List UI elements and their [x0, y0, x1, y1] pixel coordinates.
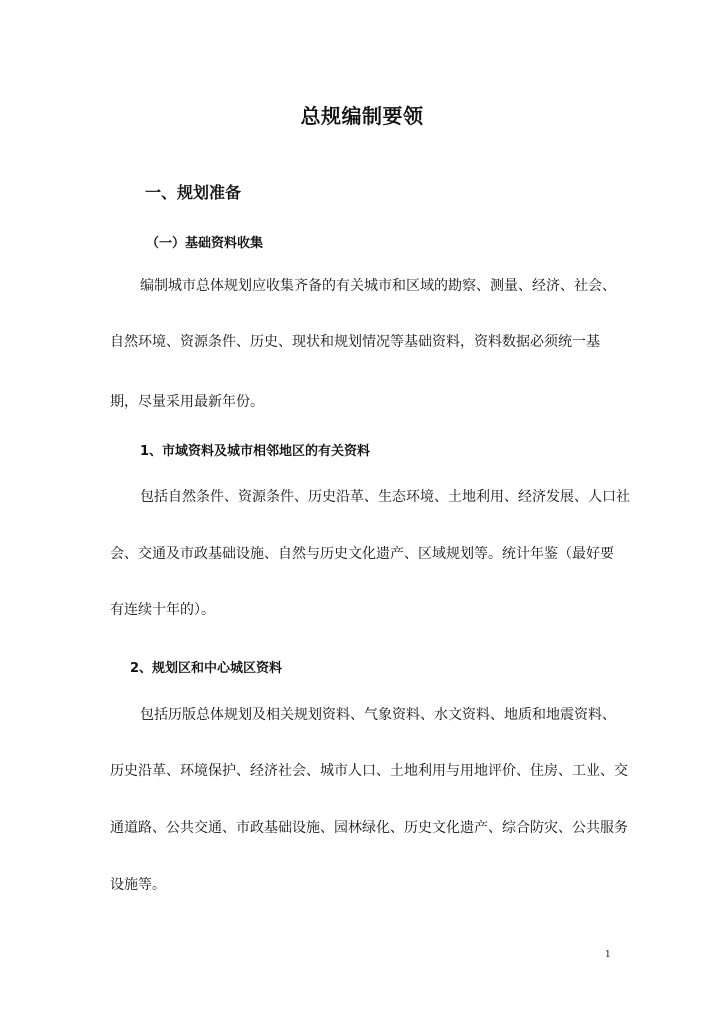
- paragraph-line: 包括自然条件、资源条件、历史沿革、生态环境、土地利用、经济发展、人口社: [140, 489, 630, 505]
- paragraph-line: 通道路、公共交通、市政基础设施、园林绿化、历史文化遗产、综合防灾、公共服务: [110, 820, 628, 836]
- paragraph-line: 有连续十年的）。: [110, 602, 215, 618]
- paragraph-line: 编制城市总体规划应收集齐备的有关城市和区域的勘察、测量、经济、社会、: [140, 278, 616, 294]
- paragraph-line: 会、交通及市政基础设施、自然与历史文化遗产、区域规划等。统计年鉴（最好要: [110, 546, 614, 562]
- item-heading-city-region-data: 1、市域资料及城市相邻地区的有关资料: [140, 444, 371, 459]
- paragraph-line: 历史沿革、环境保护、经济社会、城市人口、土地利用与用地评价、住房、工业、交: [110, 763, 628, 779]
- paragraph-line: 期，尽量采用最新年份。: [110, 394, 264, 410]
- page-number: 1: [605, 950, 611, 960]
- subsection-heading-basic-data-collection: （一）基础资料收集: [146, 236, 264, 251]
- section-heading-planning-preparation: 一、规划准备: [145, 183, 242, 202]
- document-title: 总规编制要领: [300, 104, 424, 128]
- paragraph-line: 设施等。: [110, 877, 166, 893]
- item-heading-planning-area-data: 2、规划区和中心城区资料: [130, 661, 283, 676]
- paragraph-line: 包括历版总体规划及相关规划资料、气象资料、水文资料、地质和地震资料、: [140, 707, 616, 723]
- paragraph-line: 自然环境、资源条件、历史、现状和规划情况等基础资料，资料数据必须统一基: [110, 334, 600, 350]
